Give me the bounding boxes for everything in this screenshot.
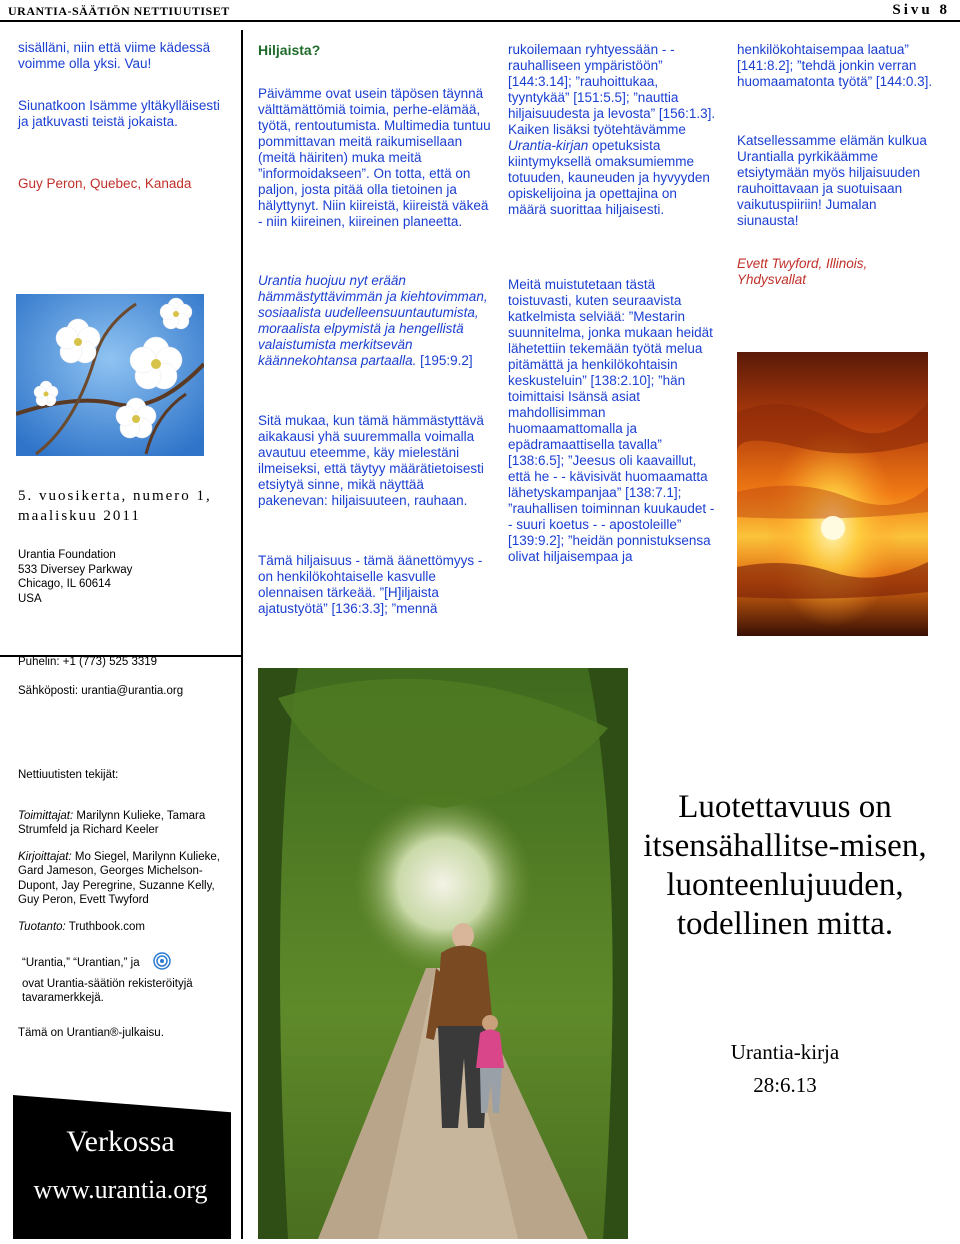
quote-text: Urantia huojuu nyt erään hämmästyttävimmän ja kiehtovimman, sosiaalista uudelleensuuntautumista, moraalista elpymistä ja hengellistä valaistumista merkitsevän käännekohtansa partaalla. [258,273,488,368]
article-quote [258,273,493,369]
forest-path-photo [258,668,628,1239]
address-line: 533 Diversey Parkway [18,563,133,576]
article-paragraph: Päivämme ovat usein täpösen täynnä välttämättömiä toimia, perhe-elämää, työtä, rentoutumista. Multimedia tuntuu pommittavan meitä raikumisellaan (meitä häiriten) muka meitä ”informoidakseen”. On totta, että on paljon, josta pitää olla tietoinen ja hälyttynyt. Niin kiireistä, kiireistä väkeä - niin kiireinen, kiireinen planeetta. [258,86,491,229]
trademark-line [18,952,236,975]
testimonial-blessing: Siunatkoon Isämme yltäkylläisesti ja jatkuvasti teistä jokaista. [18,98,220,129]
article-paragraph [508,42,718,218]
column-divider-lower [241,655,243,1239]
credits-block [18,768,236,1052]
pull-quote: Luotettavuus on itsensähallitse-misen, luonteenlujuuden, todellinen mitta. [643,789,927,942]
editors-label: Toimittajat: [18,809,74,822]
paragraph-text: opetuksista kiintymyksellä omaksumiemme totuuden, kauneuden ja hyvyyden opiskelijoina ja opettajina on määrä suorittaa hiljaisesti. [508,138,710,217]
article-paragraph: Sitä mukaa, kun tämä hämmästyttävä aikakausi yhä suuremmalla voimalla avautuu eteemme, käy mielestäni ilmeiseksi, että täytyy määrätietoisesti etsiytyä sinne, mikä näyttää pakenevan: hiljaisuuteen, rauhaan. [258,413,484,508]
publication-note: Tämä on Urantian®-julkaisu. [18,1026,164,1039]
issue-info: 5. vuosikerta, numero 1, maaliskuu 2011 [18,488,212,524]
trademark-text: ovat Urantia-säätiön rekisteröityjä tavaramerkkejä. [22,977,193,1004]
address-line: Urantia Foundation [18,549,116,561]
phone-number: Puhelin: +1 (773) 525 3319 [18,656,158,668]
online-title: Verkossa [66,1125,175,1158]
testimonial-end: sisälläni, niin että viime kädessä voimme olla yksi. Vau! [18,40,211,71]
article-paragraph: Tämä hiljaisuus - tämä äänettömyys - on henkilökohtaiselle kasvulle olennaisen tärkeää. ”[H]iljaista ajatustyötä” [136:3.3]; ”mennä [258,553,483,616]
foundation-address [18,548,132,606]
email-address[interactable]: Sähköposti: urantia@urantia.org [18,685,184,697]
sunset-photo [737,352,928,636]
credits-production [18,920,236,935]
trademark-names: “Urantia,” “Urantian,” ja [22,957,140,970]
editors-names: Marilynn Kulieke, Tamara Strumfeld ja Richard Keeler [18,809,206,836]
production-label: Tuotanto: [18,920,66,933]
quote-source [640,1036,930,1102]
section-heading: Hiljaista? [258,42,321,58]
article-paragraph: henkilökohtaisempaa laatua” [141:8.2]; ”tehdä jonkin verran huomaamatonta työtä” [144:0.3]. [737,42,933,89]
article-closing: Katsellessamme elämän kulkua Urantialla pyrkikäämme etsiytymään myös hiljaisuuden rauhoittavaan ja suotuisaan vaikutuspiiriin! Jumalan siunausta! [737,133,927,228]
cherry-blossom-photo [16,294,204,456]
concentric-circles-logo [153,952,171,975]
online-banner [13,1095,231,1239]
address-line: USA [18,592,42,605]
website-link[interactable]: www.urantia.org [33,1175,208,1204]
credits-editors [18,809,236,838]
column-divider [241,30,243,655]
article-author: Evett Twyford, Illinois, Yhdysvallat [737,256,868,287]
source-reference: 28:6.13 [753,1073,817,1097]
source-book: Urantia-kirja [730,1040,840,1064]
production-name: Truthbook.com [65,920,146,933]
quote-reference: [195:9.2] [416,353,473,368]
page-number: Sivu 8 [892,2,950,18]
address-line: Chicago, IL 60614 [18,578,111,590]
book-title: Urantia-kirjan [508,138,589,153]
newsletter-title: URANTIA-SÄÄTIÖN NETTIUUTISET [8,4,230,18]
testimonial-author: Guy Peron, Quebec, Kanada [18,176,192,191]
article-paragraph: Meitä muistutetaan tästä toistuvasti, kuten seuraavista katkelmista selviää: ”Mestarin suunnitelma, jonka mukaan heidät lähetettiin tekemään työtä melua pitämättä ja henkilökohtaisin keskusteluin” [138:2.10]; ”hän toimittaisi Isänsä asiat mahdollisimman huomaamattomalla ja epädramaattisella tavalla” [138:6.5]; ”Jeesus oli kaavaillut, että he - - kävisivät huomaamatta lähetyskampanjaa” [138:7.1]; ”rauhallisen toiminnan kuukaudet - - suuri koetus - - apostoleille” [139:9.2]; ”heidän ponnistuksensa olivat hiljaisempaa ja [508,277,715,564]
writers-names: Mo Siegel, Marilynn Kulieke, Gard Jameson, Georges Michelson-Dupont, Jay Peregrine, Suzanne Kelly, Guy Peron, Evett Twyford [18,850,220,906]
paragraph-text: rukoilemaan ryhtyessään - - rauhalliseen ympäristöön” [144:3.14]; ”rauhoittukaa, tyyntykää” [151:5.5]; ”nauttia hiljaisuudesta ja levosta” [156:1.3]. Kaiken lisäksi työtehtävämme [508,42,716,137]
credits-heading: Nettiuutisten tekijät: [18,769,119,781]
writers-label: Kirjoittajat: [18,850,72,863]
credits-writers [18,850,236,908]
